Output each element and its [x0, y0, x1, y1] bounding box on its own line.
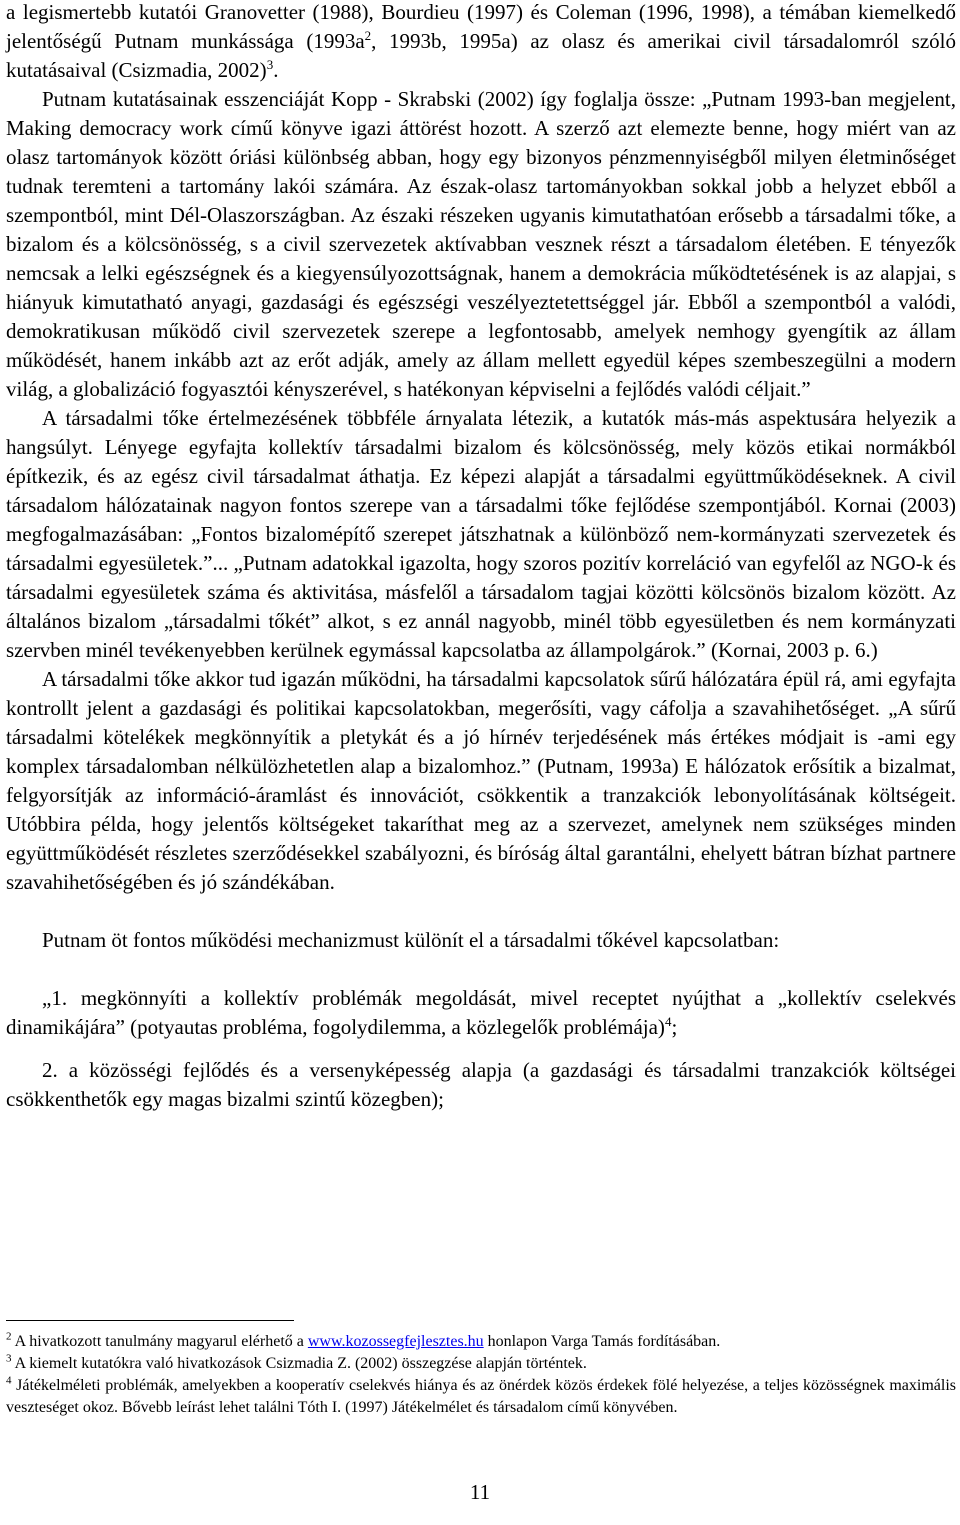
footnote-2: $^2$ A hivatkozott tanulmány magyarul elérhető a www.kozossegfejlesztes.hu honlapon Varga Tamás fordításában.: [6, 1330, 721, 1350]
footnote-ref-2[interactable]: 2: [364, 28, 372, 43]
footnote-3: $^3$ A kiemelt kutatókra való hivatkozások Csizmadia Z. (2002) összegzése alapján történtek.: [6, 1352, 587, 1372]
footnote-4: $^4$ Játékelméleti problémák, amelyekben a kooperatív cselekvés hiánya és az önérdek közös érdekek fölé helyezése, a teljes közösségnek maximális veszteséget okoz. Bővebb leírást lehet találni Tóth I. (1997) Játékelmélet és társadalom című könyvében.: [6, 1374, 956, 1416]
paragraph-networks: A társadalmi tőke akkor tud igazán működni, ha társadalmi kapcsolatok sűrű hálózatára épül rá, ami egyfajta kontrollt jelent a gazdasági és politikai kapcsolatokban, megerősíti, vagy cáfolja a szavahihetőséget. „A sűrű társadalmi kötelékek megkönnyítik a pletykát és a jó hírnév terjedésének más értékes módjait is -ami egy komplex társadalomban nélkülözhetetlen alap a bizalomhoz.” (Putnam, 1993a) E hálózatok erősítik a bizalmat, felgyorsítják az információ-áramlást és innovációt, csökkentik a tranzakciók lebonyolításának költségeit. Utóbbira példa, hogy jelentős költségeket takaríthat meg az a szervezet, amelynek nem szükséges minden együttműködését részletes szerződésekkel szabályozni, és bíróság által garantálni, ehelyett bátran bízhat partnere szavahihetőségében és jó szándékában.: [6, 667, 956, 894]
footnote-link[interactable]: www.kozossegfejlesztes.hu: [307, 1333, 484, 1350]
paragraph-kopp-quote: Putnam kutatásainak esszenciáját Kopp - Skrabski (2002) így foglalja össze: „Putnam 1993-ban megjelent, Making democracy work című könyve igazi áttörést hozott. A szerző azt elemezte benne, hogy miért van az olasz tartományok között óriási különbség abban, hogy egy bizonyos pénzmennyiségből milyen életminőséget tudnak teremteni a tartomány lakói számára. Az észak-olasz tartományokban sokkal jobb a helyzet ebből a szempontból, mint Dél-Olaszországban. Az északi részeken ugyanis kimutathatóan erősebb a társadalmi tőke, a bizalom és a kölcsönösség, s a civil szervezetek aktívabban vesznek részt a társadalom életében. E tényezők nemcsak a lelki egészségnek és a kiegyensúlyozottságnak, hanem a demokrácia működtetésének is az alapjai, s hiányuk kimutatható anyagi, gazdasági és egészségi veszélyeztetettséggel jár. Ebből a szempontból a valódi, demokratikusan működő civil szervezetek szerepe a legfontosabb, amelyek nemhogy gyengítik az állam működését, hanem inkább azt az erőt adják, amely az állam mellett egyedül képes szembeszegülni a modern világ, a globalizáció fogyasztói kényszerével, s hatékonyan képviselni a fejlődés valódi céljait.”: [6, 87, 956, 401]
list-item-1: „1. megkönnyíti a kollektív problémák megoldását, mivel receptet nyújthat a „kollektív cselekvés dinamikájára” (potyautas probléma, fogolydilemma, a közlegelők problémája)$^4$;: [6, 986, 956, 1039]
footnote-ref-3[interactable]: 3: [266, 57, 274, 72]
paragraph-intro: a legismertebb kutatói Granovetter (1988), Bourdieu (1997) és Coleman (1996, 1998), a témában kiemelkedő jelentőségű Putnam munkássága ($1993a^2$, 1993b, 1995a) az olasz és amerikai civil társadalomról szóló kutatásaival (Csizmadia, 2002)$^3$.: [6, 0, 956, 82]
paragraph-mechanisms-intro: Putnam öt fontos működési mechanizmust különít el a társadalmi tőkével kapcsolatban:: [42, 928, 780, 952]
paragraph-social-capital: A társadalmi tőke értelmezésének többféle árnyalata létezik, a kutatók más-más aspektusára helyezik a hangsúlyt. Lényege egyfajta kollektív társadalmi bizalom és kölcsönösség, mely közös etikai normákból építkezik, és az egész civil társadalmat áthatja. Ez képezi alapját a társadalmi együttműködéseknek. A civil társadalom hálózatainak nagyon fontos szerepe van a társadalmi tőke fejlődése szempontjából. Kornai (2003) megfogalmazásában: „Fontos bizalomépítő szerepet játszhatnak a különböző nem-kormányzati szervezetek és társadalmi egyesületek.”... „Putnam adatokkal igazolta, hogy szoros pozitív korreláció van egyfelől az NGO-k és társadalmi egyesületek száma és aktivitása, másfelől a társadalom tagjai közötti kölcsönös bizalom között. Az általános bizalom „társadalmi tőkét” alkot, s ez annál nagyobb, minél több egyesületben és nem kormányzati szervben minél tevékenyebben kerülnek egymással kapcsolatba az állampolgárok.” (Kornai, 2003 p. 6.): [6, 406, 956, 662]
page-number: 11: [469, 1480, 491, 1504]
footnote-ref-4[interactable]: 4: [664, 1014, 672, 1029]
footnote-divider: [6, 1320, 294, 1321]
footnotes: [6, 1320, 956, 1419]
list-item-2: 2. a közösségi fejlődés és a versenyképesség alapja (a gazdasági és társadalmi tranzakciók költségei csökkenthetők egy magas bizalmi szintű közegben);: [6, 1058, 956, 1111]
document-body: [6, 0, 956, 1114]
